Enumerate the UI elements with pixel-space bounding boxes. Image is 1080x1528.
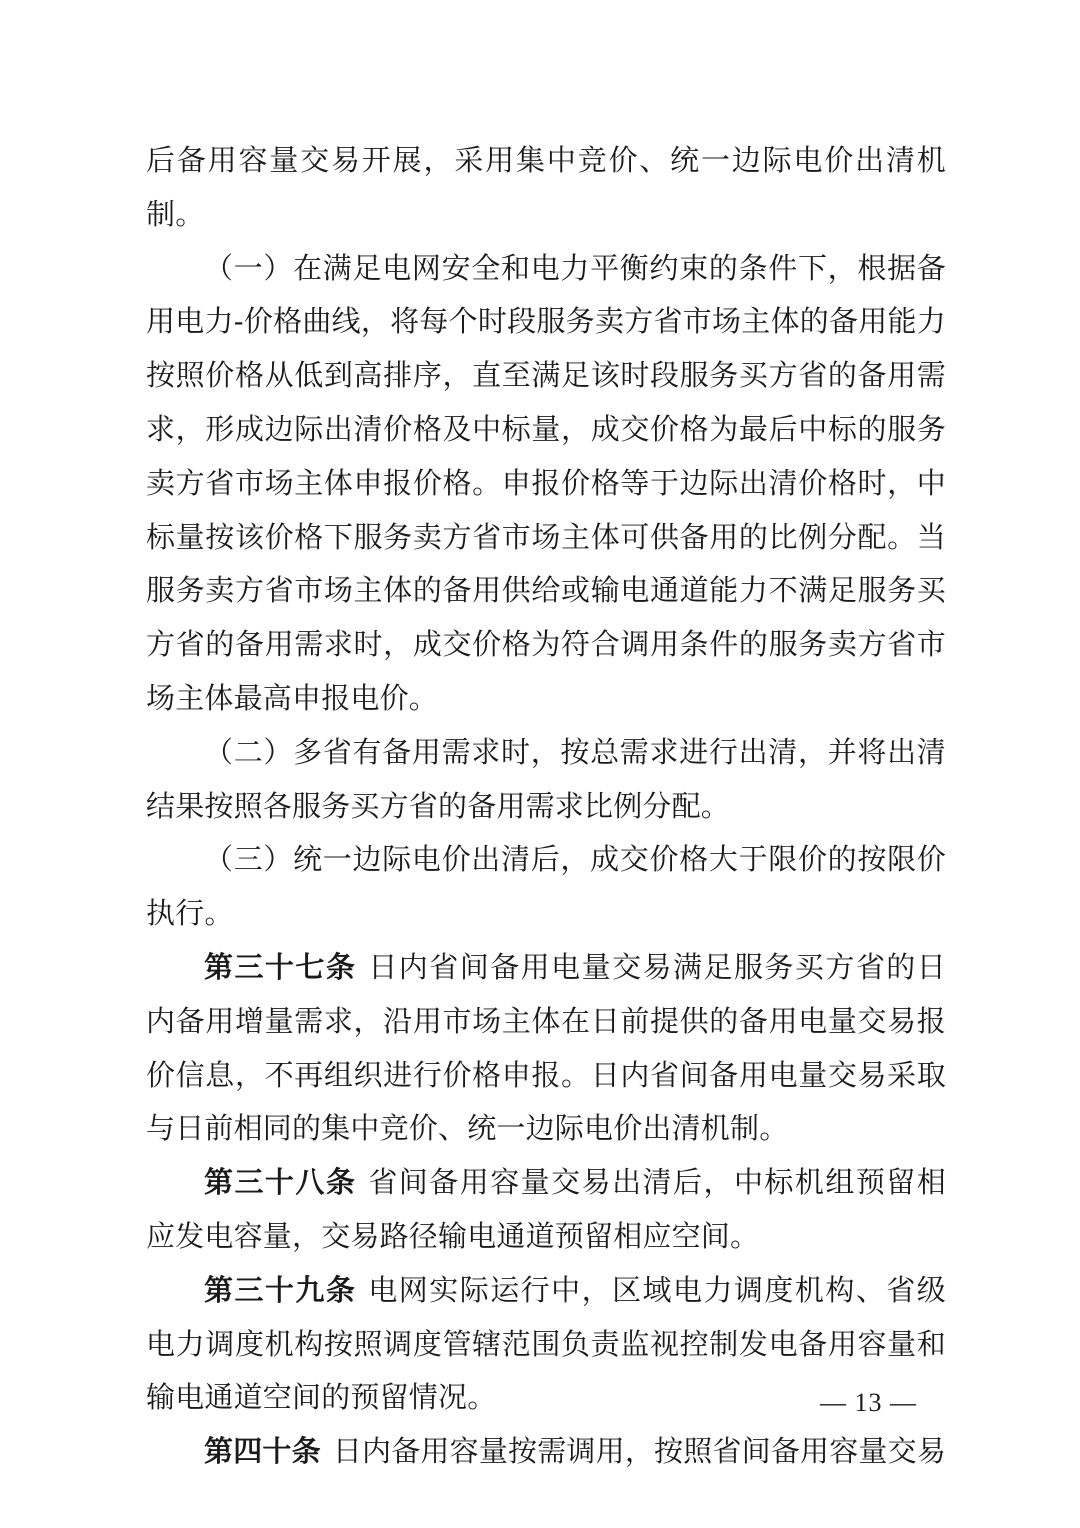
paragraph-text: （一）在满足电网安全和电力平衡约束的条件下，根据备用电力-价格曲线，将每个时段服务卖方省市场主体的备用能力按照价格从低到高排序，直至满足该时段服务买方省的备用需求，形成边际出清价格及中标量，成交价格为最后中标的服务卖方省市场主体申报价格。申报价格等于边际出清价格时，中标量按该价格下服务卖方省市场主体可供备用的比例分配。当服务卖方省市场主体的备用供给或输电通道能力不满足服务买方省的备用需求时，成交价格为符合调用条件的服务卖方省市场主体最高申报电价。 [146,250,946,715]
article-title: 第四十条 [204,1434,321,1469]
paragraph-text: （二）多省有备用需求时，按总需求进行出清，并将出清结果按照各服务买方省的备用需求比例分配。 [146,734,946,823]
article-text: 日内省间备用电量交易满足服务买方省的日内备用增量需求，沿用市场主体在日前提供的备用电量交易报价信息，不再组织进行价格申报。日内省间备用电量交易采取与日前相同的集中竞价、统一边际电价出清机制。 [146,949,946,1146]
article-text: 电网实际运行中，区域电力调度机构、省级电力调度机构按照调度管辖范围负责监视控制发电备用容量和输电通道空间的预留情况。 [146,1272,946,1415]
article-37 [146,941,946,1156]
page-number: — 13 — [820,1388,917,1417]
article-title: 第三十九条 [204,1272,357,1307]
article-40 [146,1425,946,1479]
article-38 [146,1156,946,1264]
paragraph-text: 后备用容量交易开展，采用集中竞价、统一边际电价出清机制。 [146,143,946,231]
paragraph-text: （三）统一边际电价出清后，成交价格大于限价的按限价执行。 [146,842,946,931]
paragraph-continuation [146,134,946,242]
article-title: 第三十七条 [204,949,357,984]
document-body [146,134,946,1479]
paragraph-item-2 [146,726,946,834]
article-text: 省间备用容量交易出清后，中标机组预留相应发电容量，交易路径输电通道预留相应空间。 [146,1165,946,1253]
article-text: 日内备用容量按需调用，按照省间备用容量交易 [332,1434,947,1469]
paragraph-item-3 [146,833,946,941]
paragraph-item-1 [146,242,946,726]
article-title: 第三十八条 [204,1165,357,1200]
